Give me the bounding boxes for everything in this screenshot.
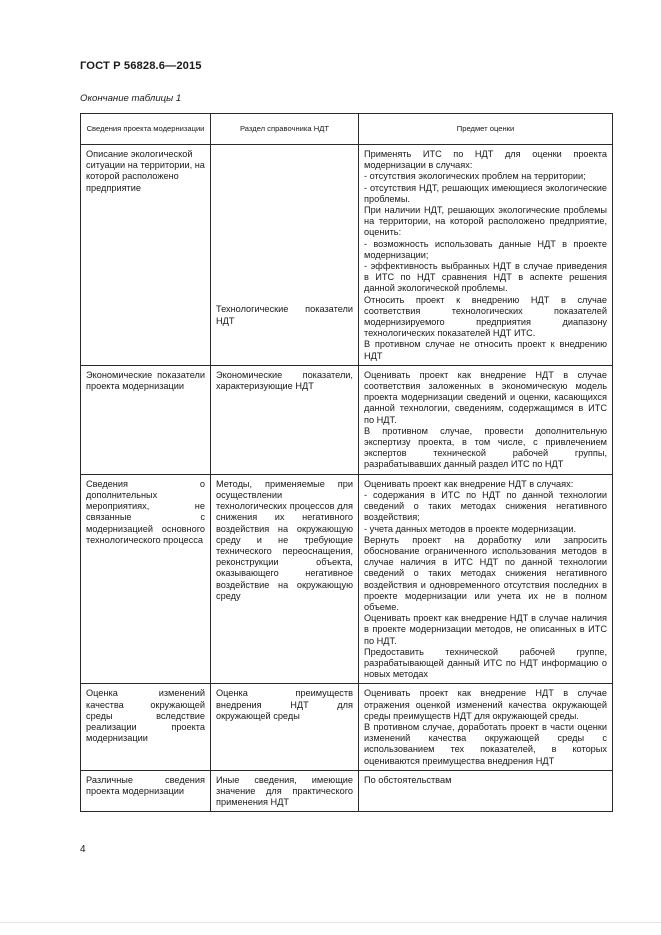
subject-paragraph: По обстоятельствам (364, 774, 452, 785)
table-row (81, 770, 613, 812)
row-subject-cell (359, 770, 613, 812)
criteria-table (80, 113, 613, 812)
table-header-row (81, 114, 613, 145)
subject-paragraph: Вернуть проект на доработку или запросить обоснование ограниченного использования методов в случае наличия в ИТС НДТ по данной технологии сведений о таких методах снижения негативного воздействия и одновременного отсутствия последних в проекте модернизации или учета их не в полном объеме. (364, 534, 607, 612)
column-header-info: Сведения проекта модернизации (81, 114, 211, 145)
row-section-cell: Методы, применяемые при осуществлении технологических процессов для снижения их негативного воздействия на окружающую среду и не требующие технического переоснащения, реконструкции объекта, оказывающего негативное воздействие на окружающую среду (211, 474, 359, 684)
subject-paragraph: В противном случае, провести дополнительную экспертизу проекта, в том числе, с привлечением экспертов технической рабочей группы, разрабатывавших данный раздел ИТС по НДТ (364, 425, 607, 470)
subject-paragraph: Относить проект к внедрению НДТ в случае соответствия технологических показателей модернизируемого предприятия диапазону технологических показателей НДТ ИТС. (364, 294, 607, 339)
subject-paragraph: - возможность использовать данные НДТ в проекте модернизации; (364, 238, 607, 260)
row-section-cell: Технологические показатели НДТ (211, 145, 359, 366)
row-section-cell: Оценка преимуществ внедрения НДТ для окружающей среды (211, 684, 359, 770)
table-row (81, 474, 613, 684)
page-edge-line (0, 922, 661, 923)
subject-paragraph: Применять ИТС по НДТ для оценки проекта модернизации в случаях: (364, 149, 607, 171)
subject-paragraph: Оценивать проект как внедрение НДТ в случае наличия в проекте модернизации методов, не описанных в ИТС по НДТ. (364, 613, 607, 646)
column-header-section: Раздел справочника НДТ (211, 114, 359, 145)
row-subject-cell (359, 474, 613, 684)
row-subject-cell (359, 365, 613, 474)
subject-paragraph: В противном случае, доработать проект в части оценки изменений качества окружающей среды с использованием тех показателей, в которых оцениваются преимущества внедрения НДТ (364, 721, 607, 766)
subject-paragraph: - учета данных методов в проекте модернизации. (364, 523, 577, 534)
subject-paragraph: - отсутствия НДТ, решающих имеющиеся экологические проблемы. (364, 182, 607, 204)
subject-paragraph: Оценивать проект как внедрение НДТ в случаях: (364, 478, 574, 489)
column-header-subject: Предмет оценки (359, 114, 613, 145)
subject-paragraph: - эффективность выбранных НДТ в случае приведения в ИТС по НДТ сравнения НДТ в аспекте решения данной экологической проблемы. (364, 261, 607, 294)
table-caption: Окончание таблицы 1 (80, 93, 182, 104)
subject-paragraph: - отсутствия экологических проблем на территории; (364, 171, 586, 182)
row-section-cell: Экономические показатели, характеризующие НДТ (211, 365, 359, 474)
subject-paragraph: Оценивать проект как внедрение НДТ в случае соответствия заложенных в экономическую модель проекта модернизации сведений и оценки, касающихся данной технологии, сведениям, содержащимся в ИТС по НДТ. (364, 369, 607, 425)
subject-paragraph: В противном случае не относить проект к внедрению НДТ (364, 339, 607, 361)
subject-paragraph: Предоставить технической рабочей группе, разрабатывающей данный ИТС по НДТ информацию о новых методах (364, 646, 607, 680)
table-row (81, 684, 613, 770)
row-info-cell: Экономические показатели проекта модернизации (81, 365, 211, 474)
document-code: ГОСТ Р 56828.6—2015 (80, 60, 202, 72)
row-subject-cell (359, 684, 613, 770)
subject-paragraph: Оценивать проект как внедрение НДТ в случае отражения оценкой изменений качества окружающей среды преимуществ НДТ для окружающей среды. (364, 688, 607, 721)
row-info-cell: Сведения о дополнительных мероприятиях, не связанные с модернизацией основного технологического процесса (81, 474, 211, 684)
row-info-cell: Описание экологической ситуации на территории, на которой расположено предприятие (81, 145, 211, 366)
subject-paragraph: При наличии НДТ, решающих экологические проблемы на территории, на которой расположено предприятие, оценить: (364, 205, 607, 238)
row-info-cell: Различные сведения проекта модернизации (81, 770, 211, 812)
row-section-cell: Иные сведения, имеющие значение для практического применения НДТ (211, 770, 359, 812)
table-row (81, 145, 613, 366)
page-number: 4 (80, 844, 86, 855)
row-info-cell: Оценка изменений качества окружающей среды вследствие реализации проекта модернизации (81, 684, 211, 770)
subject-paragraph: - содержания в ИТС по НДТ по данной технологии сведений о таких методах снижения негативного воздействия; (364, 489, 607, 523)
row-subject-cell (359, 145, 613, 366)
table-row (81, 365, 613, 474)
